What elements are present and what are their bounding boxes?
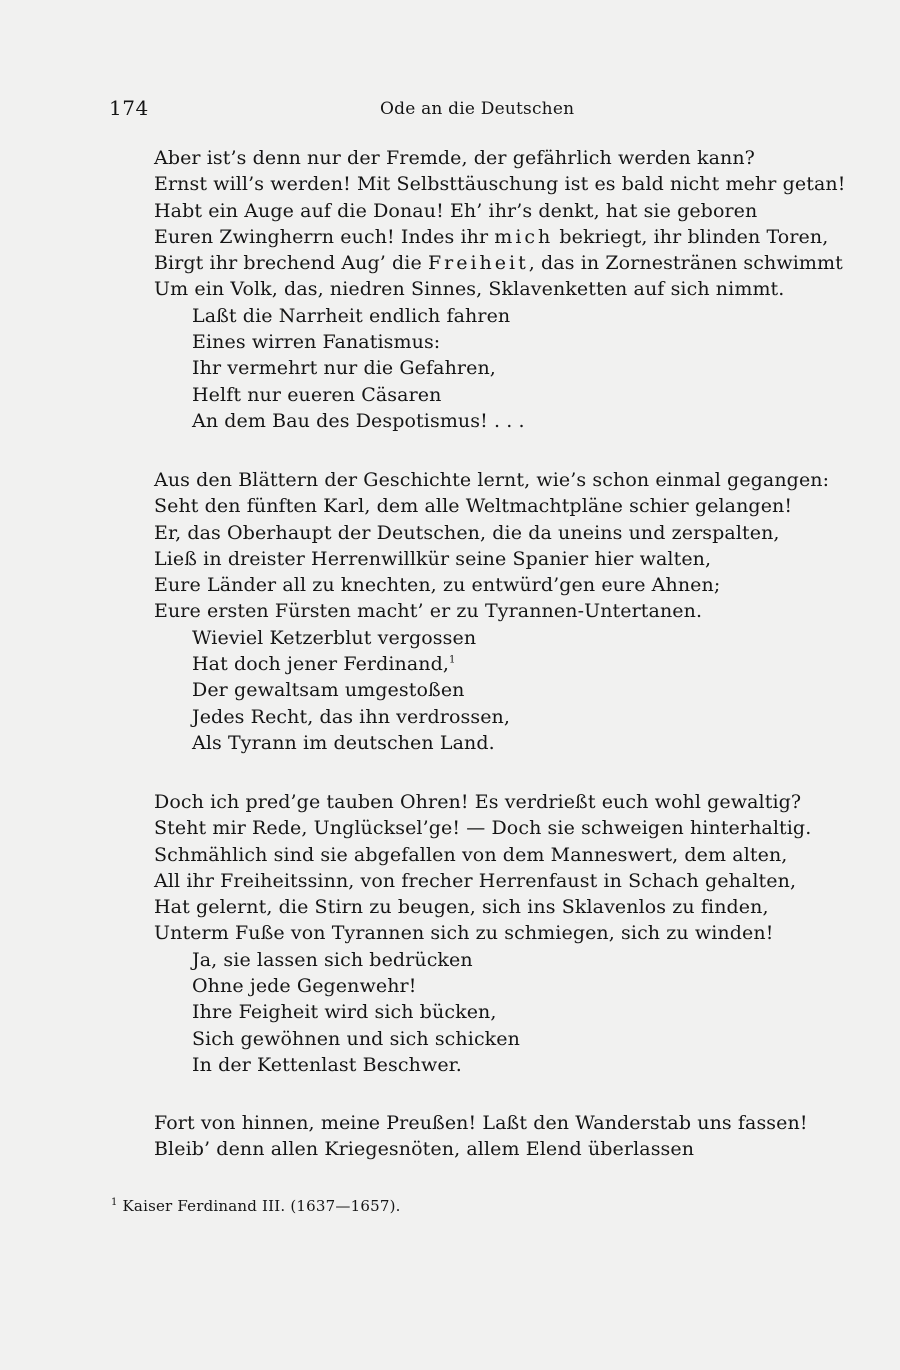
poem-line: Ließ in dreister Herrenwillkür seine Spanier hier walten, [154, 547, 712, 570]
poem-line: In der Kettenlast Beschwer. [192, 1053, 462, 1076]
line-segment: bekriegt, ihr blinden Toren, [559, 225, 829, 248]
poem-line: All ihr Freiheitssinn, von frecher Herrenfaust in Schach gehalten, [154, 869, 797, 892]
poem-line: Ernst will’s werden! Mit Selbsttäuschung ist es bald nicht mehr getan! [154, 173, 846, 196]
footnote [111, 1197, 401, 1215]
poem-line: Ihr vermehrt nur die Gefahren, [192, 357, 496, 380]
poem-line: Unterm Fuße von Tyrannen sich zu schmiegen, sich zu winden! [154, 922, 774, 945]
poem-line: Seht den fünften Karl, dem alle Weltmachtpläne schier gelangen! [154, 495, 793, 518]
poem-line [154, 224, 829, 250]
poem-line: Steht mir Rede, Unglücksel’ge! — Doch sie schweigen hinterhaltig. [154, 817, 812, 840]
poem-line [154, 651, 754, 677]
poem-line: An dem Bau des Despotismus! . . . [192, 409, 525, 432]
stanza-4 [154, 1110, 808, 1163]
page-number: 174 [109, 96, 149, 120]
footnote-text: Kaiser Ferdinand III. (1637—1657). [122, 1197, 401, 1215]
running-title: Ode an die Deutschen [380, 99, 575, 119]
stanza-1 [154, 145, 846, 434]
poem-line: Hat gelernt, die Stirn zu beugen, sich ins Sklavenlos zu finden, [154, 896, 769, 919]
stanza-2 [154, 467, 830, 756]
line-segment: Hat doch jener Ferdinand, [192, 653, 450, 676]
poem-line: Schmählich sind sie abgefallen von dem Manneswert, dem alten, [154, 843, 788, 866]
line-segment: , das in Zornestränen schwimmt [528, 252, 843, 275]
poem-line: Habt ein Auge auf die Donau! Eh’ ihr’s denkt, hat sie geboren [154, 199, 758, 222]
poem-line: Doch ich pred’ge tauben Ohren! Es verdrießt euch wohl gewaltig? [154, 791, 802, 813]
poem-line: Ihre Feigheit wird sich bücken, [192, 1001, 497, 1024]
poem-line: Bleib’ denn allen Kriegesnöten, allem Elend überlassen [154, 1138, 695, 1161]
poem-line: Er, das Oberhaupt der Deutschen, die da uneins und zerspalten, [154, 521, 780, 544]
poem-line: Helft nur eueren Cäsaren [192, 383, 442, 406]
poem-line: Ohne jede Gegenwehr! [192, 975, 417, 998]
poem-line: Laßt die Narrheit endlich fahren [192, 304, 511, 327]
poem-line: Wieviel Ketzerblut vergossen [192, 626, 477, 649]
poem-line: Der gewaltsam umgestoßen [192, 679, 465, 702]
poem-line: Ja, sie lassen sich bedrücken [192, 948, 473, 971]
poem-line: Aber ist’s denn nur der Fremde, der gefährlich werden kann? [154, 147, 755, 169]
emphasized-word: mich [494, 225, 554, 248]
poem-line: Aus den Blättern der Geschichte lernt, wie’s schon einmal gegangen: [154, 469, 830, 491]
poem-line: Sich gewöhnen und sich schicken [192, 1027, 520, 1050]
poem-line: Eure Länder all zu knechten, zu entwürd’gen eure Ahnen; [154, 574, 721, 597]
footnote-reference: 1 [449, 654, 456, 666]
poem-line: Jedes Recht, das ihn verdrossen, [192, 705, 511, 728]
footnote-marker: 1 [111, 1197, 118, 1208]
poem-line [154, 250, 843, 276]
poem-line: Als Tyrann im deutschen Land. [192, 731, 495, 754]
stanza-3 [154, 789, 812, 1078]
poem-line: Um ein Volk, das, niedren Sinnes, Sklavenketten auf sich nimmt. [154, 278, 785, 301]
poem-line: Fort von hinnen, meine Preußen! Laßt den Wanderstab uns fassen! [154, 1112, 808, 1134]
poem-line: Eure ersten Fürsten macht’ er zu Tyrannen-Untertanen. [154, 600, 703, 623]
poem-line: Eines wirren Fanatismus: [192, 331, 441, 354]
emphasized-word: Freiheit [427, 252, 529, 275]
line-segment: Euren Zwingherrn euch! Indes ihr [154, 225, 489, 248]
line-segment: Birgt ihr brechend Aug’ die [154, 252, 422, 275]
